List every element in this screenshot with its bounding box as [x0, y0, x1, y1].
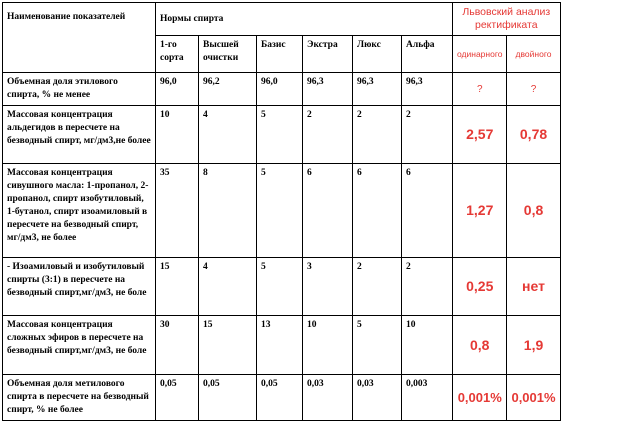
table-cell: 5: [353, 316, 402, 375]
lviv-double-value: нет: [507, 258, 560, 316]
indicator-name-header: Наименование показателей: [3, 3, 156, 73]
lviv-double-value: 1,9: [507, 316, 560, 375]
table-cell: 35: [156, 164, 199, 258]
lviv-double-value: 0,001%: [507, 375, 560, 421]
table-row: [3, 164, 561, 258]
row-label: Массовая концентрация альдегидов в пересчете на безводный спирт, мг/дм3,не более: [3, 106, 156, 164]
table-cell: 2: [303, 106, 353, 164]
table-cell: 96,2: [199, 73, 257, 106]
table-cell: 2: [402, 258, 453, 316]
lviv-analysis-header: Львовский анализ ректификата: [453, 3, 561, 36]
lviv-single-value: 0,25: [453, 258, 507, 316]
table-cell: 96,3: [402, 73, 453, 106]
table-cell: 4: [199, 106, 257, 164]
table-cell: 2: [402, 106, 453, 164]
lviv-double-value: 0,78: [507, 106, 560, 164]
row-label: Массовая концентрация сложных эфиров в пересчете на безводный спирт,мг/дм3, не боле: [3, 316, 156, 375]
grade-header: Базис: [257, 36, 303, 73]
table-cell: 96,3: [303, 73, 353, 106]
table-cell: 5: [257, 258, 303, 316]
table-cell: 0,03: [353, 375, 402, 421]
row-label: - Изоамиловый и изобутиловый спирты (3:1) в пересчете на безводный спирт,мг/дм3, не боле: [3, 258, 156, 316]
table-cell: 15: [199, 316, 257, 375]
spirit-norms-table: [2, 2, 561, 421]
table-row: [3, 375, 561, 421]
table-cell: 0,003: [402, 375, 453, 421]
grade-header: Люкс: [353, 36, 402, 73]
row-label: Массовая концентрация сивушного масла: 1-пропанол, 2-пропанол, спирт изобутиловый, 1-бутанол, спирт изоамиловый в пересчете на безводный спирт, мг/дм3, не более: [3, 164, 156, 258]
table-cell: 5: [257, 164, 303, 258]
grade-header: Альфа: [402, 36, 453, 73]
row-label: Объемная доля этилового спирта, % не менее: [3, 73, 156, 106]
lviv-double-header: двойного: [507, 36, 560, 73]
lviv-double-value: 0,8: [507, 164, 560, 258]
table-cell: 96,3: [353, 73, 402, 106]
table-cell: 6: [402, 164, 453, 258]
norms-header: Нормы спирта: [156, 3, 453, 36]
table-cell: 0,03: [303, 375, 353, 421]
table-cell: 0,05: [199, 375, 257, 421]
table-cell: 15: [156, 258, 199, 316]
table-cell: 8: [199, 164, 257, 258]
table-cell: 0,05: [156, 375, 199, 421]
header-row-1: [3, 3, 561, 36]
table-cell: 10: [303, 316, 353, 375]
table-cell: 96,0: [156, 73, 199, 106]
table-cell: 6: [353, 164, 402, 258]
lviv-single-value: 1,27: [453, 164, 507, 258]
table-cell: 2: [353, 258, 402, 316]
grade-header: Экстра: [303, 36, 353, 73]
table-cell: 13: [257, 316, 303, 375]
table-cell: 2: [353, 106, 402, 164]
table-cell: 30: [156, 316, 199, 375]
table-cell: 3: [303, 258, 353, 316]
lviv-single-value: 2,57: [453, 106, 507, 164]
table-cell: 96,0: [257, 73, 303, 106]
table-cell: 10: [156, 106, 199, 164]
lviv-single-value: 0,001%: [453, 375, 507, 421]
table-cell: 0,05: [257, 375, 303, 421]
table-row: [3, 73, 561, 106]
lviv-single-value: ?: [453, 73, 507, 106]
table-cell: 10: [402, 316, 453, 375]
table-row: [3, 316, 561, 375]
lviv-double-value: ?: [507, 73, 560, 106]
table-cell: 5: [257, 106, 303, 164]
table-row: [3, 106, 561, 164]
table-row: [3, 258, 561, 316]
row-label: Объемная доля метилового спирта в пересчете на безводный спирт, % не более: [3, 375, 156, 421]
lviv-single-header: одинарного: [453, 36, 507, 73]
lviv-single-value: 0,8: [453, 316, 507, 375]
grade-header: 1-го сорта: [156, 36, 199, 73]
table-cell: 6: [303, 164, 353, 258]
table-cell: 4: [199, 258, 257, 316]
grade-header: Высшей очистки: [199, 36, 257, 73]
